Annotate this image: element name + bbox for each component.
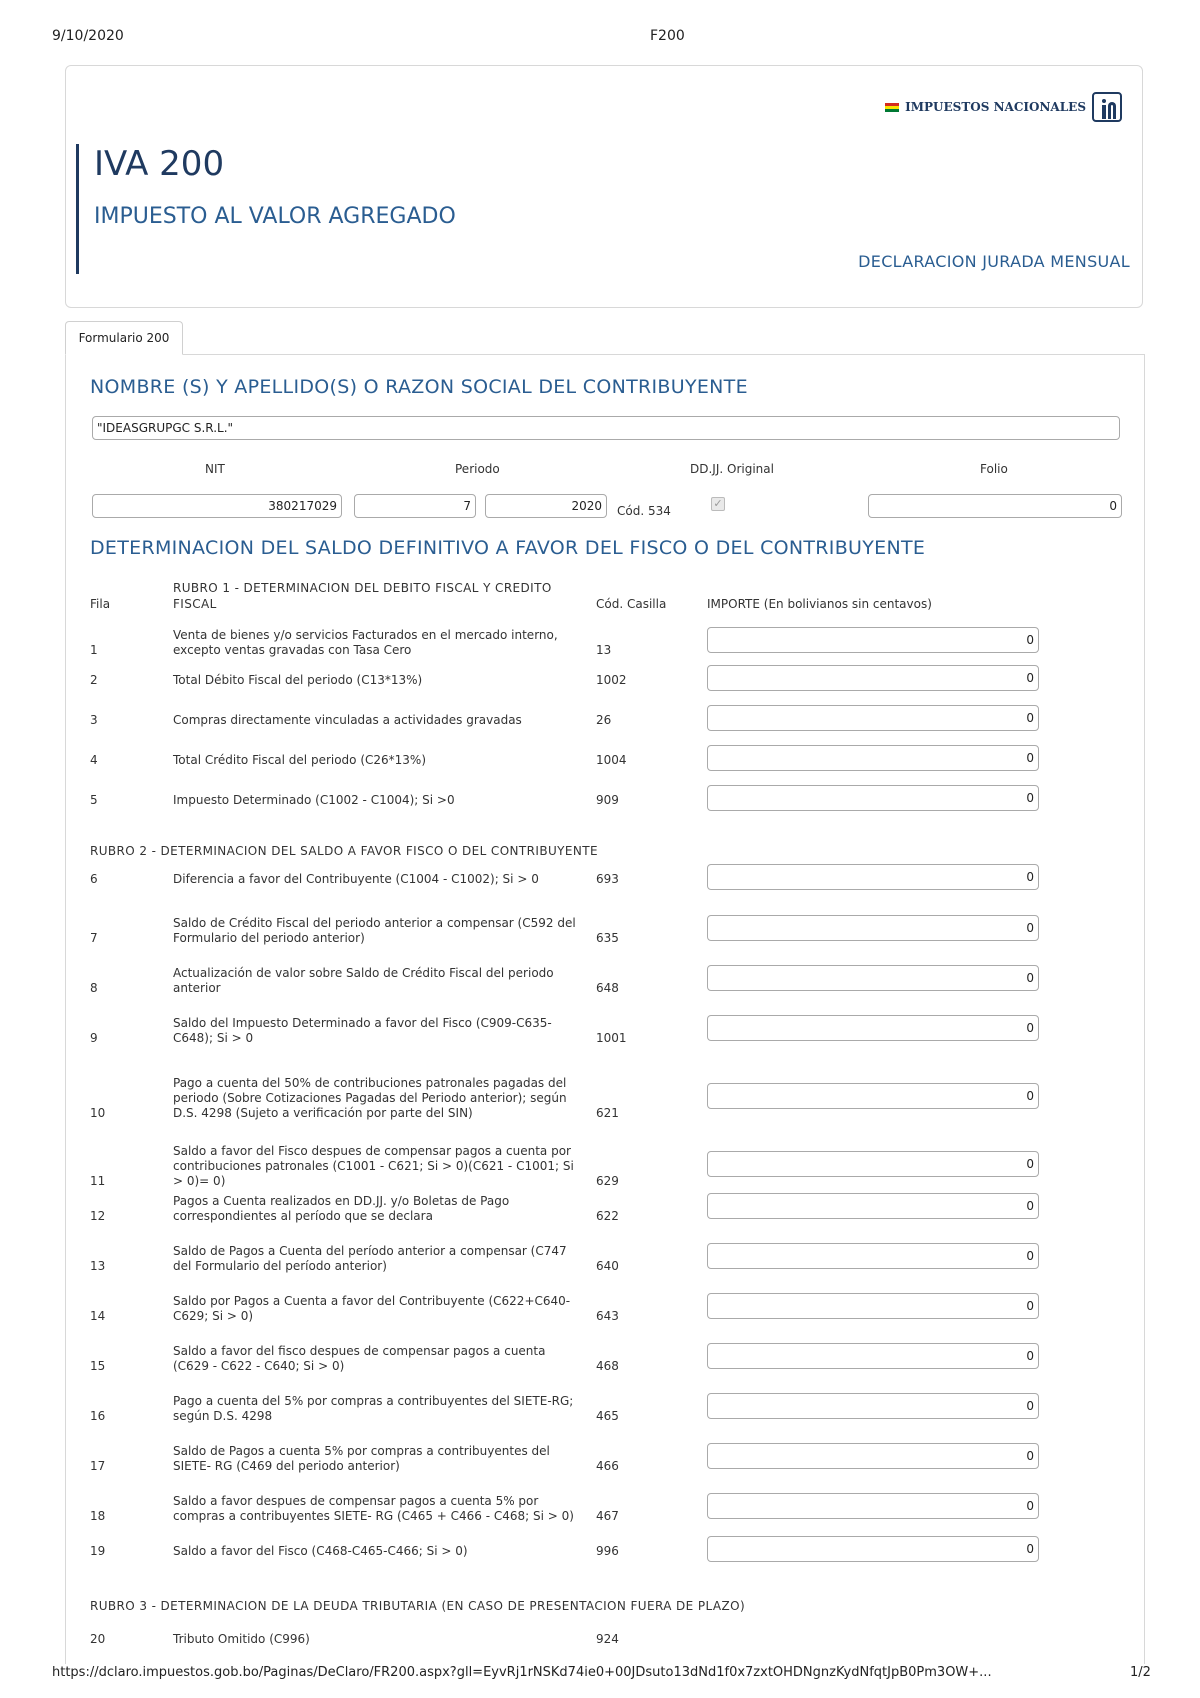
header-importe: IMPORTE (En bolivianos sin centavos)	[707, 597, 932, 611]
importe-field[interactable]	[707, 915, 1039, 941]
tab-formulario-200[interactable]: Formulario 200	[65, 321, 183, 355]
section-title-determinacion: DETERMINACION DEL SALDO DEFINITIVO A FAVOR DEL FISCO O DEL CONTRIBUYENTE	[90, 537, 926, 559]
row-cod-casilla: 13	[596, 643, 612, 657]
row-fila: 2	[90, 673, 98, 687]
print-date: 9/10/2020	[52, 28, 124, 44]
row-fila: 1	[90, 643, 98, 657]
importe-field[interactable]	[707, 1083, 1039, 1109]
form-header	[65, 65, 1143, 308]
row-description: Pagos a Cuenta realizados en DD.JJ. y/o Boletas de Pago correspondientes al período que se declara	[173, 1194, 510, 1223]
ddjj-original-label: DD.JJ. Original	[690, 462, 774, 476]
row-cod-casilla: 1002	[596, 673, 627, 687]
importe-field[interactable]	[707, 965, 1039, 991]
row-fila: 5	[90, 793, 98, 807]
row-cod-casilla: 693	[596, 872, 619, 886]
row-fila: 8	[90, 981, 98, 995]
razon-social-field[interactable]	[92, 416, 1120, 440]
importe-field[interactable]	[707, 1293, 1039, 1319]
row-fila: 16	[90, 1409, 106, 1423]
row-description: Pago a cuenta del 5% por compras a contribuyentes del SIETE-RG; según D.S. 4298	[173, 1394, 574, 1423]
periodo-anio-field[interactable]	[485, 494, 607, 518]
importe-field[interactable]	[707, 705, 1039, 731]
logo-text: IMPUESTOS NACIONALES	[905, 100, 1086, 114]
row-cod-casilla: 640	[596, 1259, 619, 1273]
row-description: Total Crédito Fiscal del periodo (C26*13%)	[173, 753, 427, 767]
nit-label: NIT	[205, 462, 225, 476]
periodo-mes-field[interactable]	[354, 494, 476, 518]
row-description: Tributo Omitido (C996)	[173, 1632, 310, 1646]
declaration-type: DECLARACION JURADA MENSUAL	[858, 252, 1130, 271]
row-description: Total Débito Fiscal del periodo (C13*13%)	[173, 673, 423, 687]
ddjj-original-checkbox[interactable]: ✓	[711, 497, 725, 511]
form-subtitle: IMPUESTO AL VALOR AGREGADO	[94, 204, 456, 229]
row-cod-casilla: 622	[596, 1209, 619, 1223]
form-title: IVA 200	[94, 144, 225, 184]
importe-field[interactable]	[707, 1015, 1039, 1041]
row-cod-casilla: 466	[596, 1459, 619, 1473]
row-fila: 19	[90, 1544, 106, 1558]
importe-field[interactable]	[707, 1536, 1039, 1562]
row-description: Diferencia a favor del Contribuyente (C1004 - C1002); Si > 0	[173, 872, 539, 886]
row-cod-casilla: 996	[596, 1544, 619, 1558]
folio-label: Folio	[980, 462, 1008, 476]
section-title-contribuyente: NOMBRE (S) Y APELLIDO(S) O RAZON SOCIAL DEL CONTRIBUYENTE	[90, 376, 748, 398]
periodo-label: Periodo	[455, 462, 500, 476]
row-description: Saldo a favor del Fisco despues de compensar pagos a cuenta por contribuciones patronales (C1001 - C621; Si > 0)(C621 - C1001; Si > 0)= 0)	[173, 1144, 574, 1188]
rubro-3-title: RUBRO 3 - DETERMINACION DE LA DEUDA TRIBUTARIA (EN CASO DE PRESENTACION FUERA DE PLAZO)	[90, 1599, 746, 1613]
importe-field[interactable]	[707, 1393, 1039, 1419]
row-cod-casilla: 26	[596, 713, 612, 727]
row-fila: 3	[90, 713, 98, 727]
row-description: Saldo de Pagos a cuenta 5% por compras a contribuyentes del SIETE- RG (C469 del periodo anterior)	[173, 1444, 550, 1473]
importe-field[interactable]	[707, 1193, 1039, 1219]
row-description: Actualización de valor sobre Saldo de Crédito Fiscal del periodo anterior	[173, 966, 554, 995]
importe-field[interactable]	[707, 665, 1039, 691]
flag-stripe-green	[885, 109, 899, 112]
importe-field[interactable]	[707, 627, 1039, 653]
info-logo-icon	[1092, 92, 1122, 122]
row-description: Saldo de Crédito Fiscal del periodo anterior a compensar (C592 del Formulario del periodo anterior)	[173, 916, 576, 945]
impuestos-logo	[885, 92, 1122, 122]
row-description: Saldo de Pagos a Cuenta del período anterior a compensar (C747 del Formulario del período anterior)	[173, 1244, 567, 1273]
row-fila: 11	[90, 1174, 106, 1188]
importe-field[interactable]	[707, 1243, 1039, 1269]
print-url: https://dclaro.impuestos.gob.bo/Paginas/DeClaro/FR200.aspx?gll=EyvRj1rNSKd74ie0+00JDsuto13dNd1f0x7zxtOHDNgnzKydNfqtJpB0Pm3OW+...	[52, 1665, 992, 1680]
row-cod-casilla: 465	[596, 1409, 619, 1423]
importe-field[interactable]	[707, 1443, 1039, 1469]
row-description: Venta de bienes y/o servicios Facturados en el mercado interno, excepto ventas gravadas con Tasa Cero	[173, 628, 558, 657]
print-title: F200	[650, 28, 685, 44]
row-description: Saldo a favor del fisco despues de compensar pagos a cuenta (C629 - C622 - C640; Si > 0)	[173, 1344, 546, 1373]
row-cod-casilla: 1001	[596, 1031, 627, 1045]
row-cod-casilla: 468	[596, 1359, 619, 1373]
importe-field[interactable]	[707, 785, 1039, 811]
row-fila: 14	[90, 1309, 106, 1323]
cod-534-label: Cód. 534	[617, 504, 671, 518]
row-fila: 12	[90, 1209, 106, 1223]
row-cod-casilla: 1004	[596, 753, 627, 767]
importe-field[interactable]	[707, 1151, 1039, 1177]
row-fila: 10	[90, 1106, 106, 1120]
row-fila: 13	[90, 1259, 106, 1273]
nit-field[interactable]	[92, 494, 342, 518]
header-rubro-1: RUBRO 1 - DETERMINACION DEL DEBITO FISCAL Y CREDITO FISCAL	[173, 581, 552, 611]
row-description: Saldo a favor despues de compensar pagos a cuenta 5% por compras a contribuyentes SIETE- RG (C465 + C466 - C468; Si > 0)	[173, 1494, 574, 1523]
row-fila: 4	[90, 753, 98, 767]
row-description: Compras directamente vinculadas a actividades gravadas	[173, 713, 522, 727]
row-cod-casilla: 629	[596, 1174, 619, 1188]
row-fila: 17	[90, 1459, 106, 1473]
row-description: Impuesto Determinado (C1002 - C1004); Si >0	[173, 793, 455, 807]
row-cod-casilla: 648	[596, 981, 619, 995]
row-fila: 9	[90, 1031, 98, 1045]
row-fila: 7	[90, 931, 98, 945]
header-cod-casilla: Cód. Casilla	[596, 597, 667, 611]
row-description: Saldo del Impuesto Determinado a favor del Fisco (C909-C635-C648); Si > 0	[173, 1016, 552, 1045]
row-cod-casilla: 621	[596, 1106, 619, 1120]
row-description: Pago a cuenta del 50% de contribuciones patronales pagadas del periodo (Sobre Cotizaciones Pagadas del Periodo anterior); según D.S. 4298 (Sujeto a verificación por parte del SIN)	[173, 1076, 567, 1120]
bolivia-flag-icon	[885, 103, 899, 112]
header-fila: Fila	[90, 597, 111, 611]
rubro-2-title: RUBRO 2 - DETERMINACION DEL SALDO A FAVOR FISCO O DEL CONTRIBUYENTE	[90, 844, 598, 858]
row-cod-casilla: 909	[596, 793, 619, 807]
importe-field[interactable]	[707, 1343, 1039, 1369]
row-fila: 20	[90, 1632, 106, 1646]
row-cod-casilla: 635	[596, 931, 619, 945]
importe-field[interactable]	[707, 745, 1039, 771]
row-fila: 18	[90, 1509, 106, 1523]
row-fila: 6	[90, 872, 98, 886]
row-cod-casilla: 924	[596, 1632, 619, 1646]
row-fila: 15	[90, 1359, 106, 1373]
print-page-number: 1/2	[1130, 1665, 1151, 1680]
row-cod-casilla: 643	[596, 1309, 619, 1323]
importe-field[interactable]	[707, 864, 1039, 890]
row-description: Saldo por Pagos a Cuenta a favor del Contribuyente (C622+C640-C629; Si > 0)	[173, 1294, 571, 1323]
folio-field[interactable]	[868, 494, 1122, 518]
row-description: Saldo a favor del Fisco (C468-C465-C466; Si > 0)	[173, 1544, 468, 1558]
importe-field[interactable]	[707, 1493, 1039, 1519]
row-cod-casilla: 467	[596, 1509, 619, 1523]
accent-bar	[76, 144, 79, 274]
